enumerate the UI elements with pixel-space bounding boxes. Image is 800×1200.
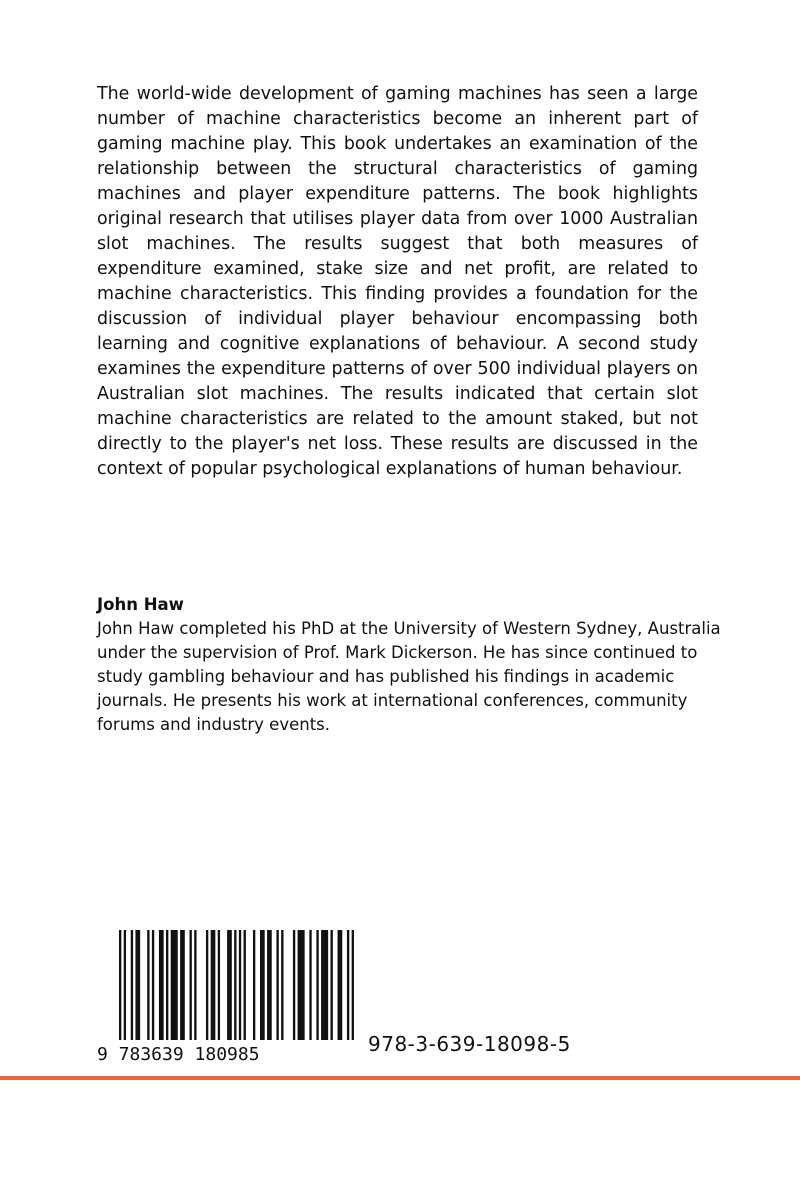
author-bio: John Haw completed his PhD at the University of Western Sydney, Australia under the supervision of Prof. Mark Dickerson. He has since continued to study gambling behaviour and has published his findings in academic journals. He presents his work at international conferences, community forums and industry events.	[97, 619, 721, 734]
barcode-bar	[293, 930, 295, 1040]
barcode-bar	[309, 930, 311, 1040]
barcode-bar	[244, 930, 246, 1040]
barcode-bar	[260, 930, 265, 1040]
barcode-bar	[159, 930, 164, 1040]
barcode-bar	[281, 930, 283, 1040]
barcode-bar	[239, 930, 241, 1040]
barcode-bar	[131, 930, 133, 1040]
barcode-bar	[234, 930, 236, 1040]
barcode-digits: 9 783639 180985	[97, 1044, 260, 1065]
barcode-bar	[321, 930, 328, 1040]
barcode-bar	[190, 930, 192, 1040]
barcode-bar	[338, 930, 343, 1040]
barcode-bar	[211, 930, 216, 1040]
barcode-bar	[147, 930, 149, 1040]
barcode-bar	[267, 930, 272, 1040]
barcode-bar	[152, 930, 154, 1040]
barcode-bar	[124, 930, 126, 1040]
barcode-bar	[316, 930, 318, 1040]
barcode-bar	[347, 930, 349, 1040]
barcode-bar	[180, 930, 185, 1040]
barcode-bar	[218, 930, 220, 1040]
isbn-number: 978-3-639-18098-5	[368, 1032, 571, 1056]
barcode	[97, 924, 357, 1074]
barcode-bar	[227, 930, 232, 1040]
barcode-bars	[97, 924, 357, 1044]
back-cover-blurb: The world-wide development of gaming machines has seen a large number of machine characteristics become an inherent part of gaming machine play. This book undertakes an examination of the relationship between the structural characteristics of gaming machines and player expenditure patterns. The book highlights original research that utilises player data from over 1000 Australian slot machines. The results suggest that both measures of expenditure examined, stake size and net profit, are related to machine characteristics. This finding provides a foundation for the discussion of individual player behaviour encompassing both learning and cognitive explanations of behaviour. A second study examines the expenditure patterns of over 500 individual players on Australian slot machines. The results indicated that certain slot machine characteristics are related to the amount staked, but not directly to the player's net loss. These results are discussed in the context of popular psychological explanations of human behaviour.	[97, 84, 698, 479]
barcode-bar	[119, 930, 121, 1040]
barcode-bar	[298, 930, 305, 1040]
barcode-bar	[352, 930, 354, 1040]
barcode-bar	[194, 930, 196, 1040]
accent-divider	[0, 1076, 800, 1080]
author-name: John Haw	[97, 595, 184, 614]
barcode-bar	[206, 930, 208, 1040]
barcode-bar	[171, 930, 178, 1040]
barcode-bar	[331, 930, 333, 1040]
barcode-bar	[253, 930, 255, 1040]
barcode-bar	[135, 930, 140, 1040]
barcode-bar	[276, 930, 278, 1040]
author-section	[97, 593, 737, 737]
barcode-bar	[166, 930, 168, 1040]
